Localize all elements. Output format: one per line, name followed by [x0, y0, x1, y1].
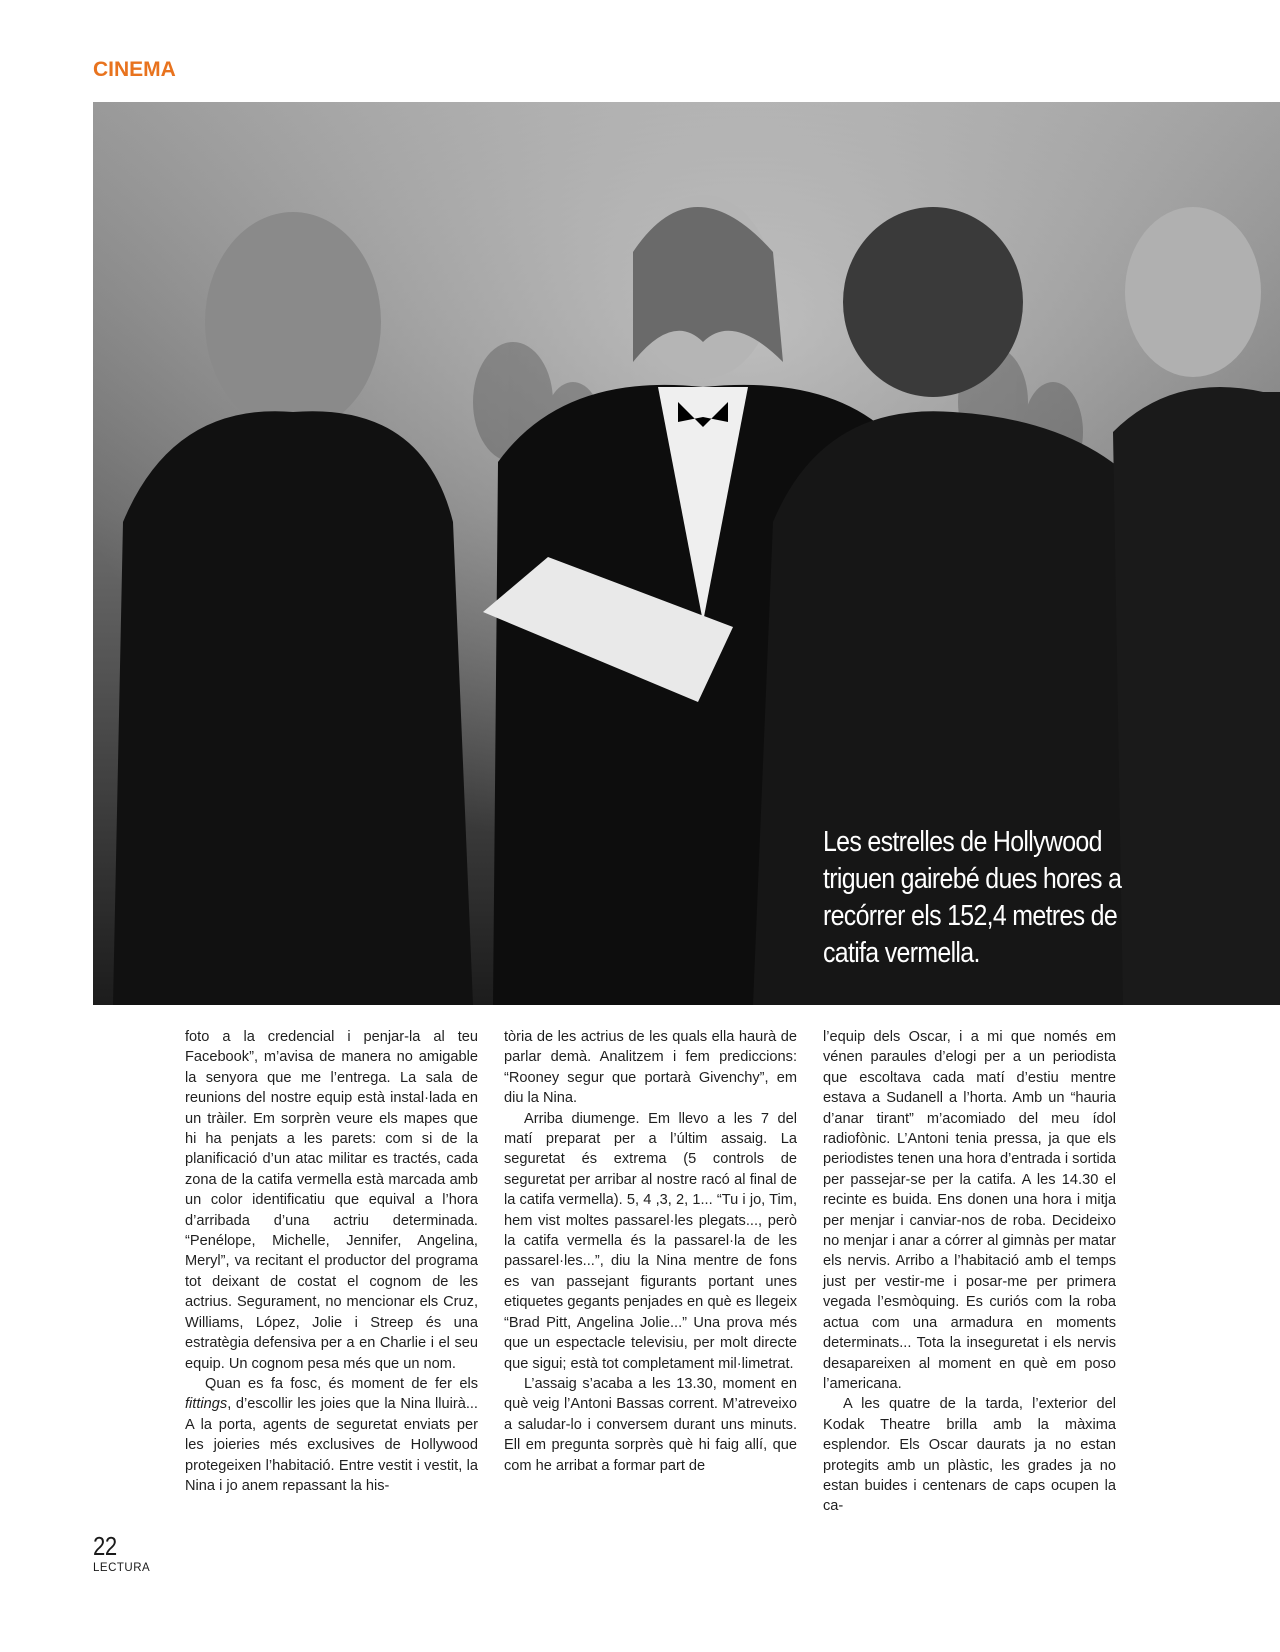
section-label: CINEMA	[93, 58, 176, 81]
paragraph: L’assaig s’acaba a les 13.30, moment en què veig l’Antoni Bassas corrent. M’atreveixo a saludar-lo i conversem durant uns minuts. Ell em pregunta sorprès què hi faig allí, que com he arribat a formar part de	[504, 1375, 797, 1474]
italic-term: fittings	[185, 1396, 228, 1413]
article-column-1	[185, 1027, 478, 1496]
paragraph	[185, 1374, 478, 1496]
paragraph: Arriba diumenge. Em llevo a les 7 del matí preparat per a l’últim assaig. La seguretat és extrema (5 controls de seguretat per arribar al nostre racó al final de la catifa vermella). 5, 4 ,3, 2, 1... “Tu i jo, Tim, hem vist moltes passarel·les plegats..., però la catifa vermella és la passarel·la de les passarel·les...”, diu la Nina mentre de fons es van passejant figurants portant unes etiquetes gegants penjades en què es llegeix “Brad Pitt, Angelina Jolie...” Una prova més que un espectacle televisiu, per molt directe que sigui; està tot completament mil·limetrat.	[504, 1110, 797, 1372]
feature-photo	[93, 102, 1280, 1005]
article-column-2	[504, 1027, 797, 1476]
magazine-name: LECTURA	[93, 1562, 151, 1574]
page-number: 22	[93, 1531, 117, 1561]
paragraph: A les quatre de la tarda, l’exterior del Kodak Theatre brilla amb la màxima esplendor. Els Oscar daurats ja no estan protegits amb un plàstic, les grades ja no estan buides i centenars de caps ocupen la ca-	[823, 1396, 1116, 1515]
text-run: Quan es fa fosc, és moment de fer els	[205, 1375, 478, 1392]
text-run: , d’escollir les joies que la Nina lluirà... A la porta, agents de seguretat enviats per les joieries més exclusives de Hollywood protegeixen l’habitació. Entre vestit i vestit, la Nina i jo anem repassant la his-	[185, 1396, 478, 1494]
page-folio	[93, 1532, 150, 1574]
paragraph: foto a la credencial i penjar-la al teu Facebook”, m’avisa de manera no amigable la senyora que me l’entrega. La sala de reunions del nostre equip està instal·lada en un tràiler. Em sorprèn veure els mapes que hi ha penjats a les parets: com si de la planificació d’un atac militar es tractés, cada zona de la catifa vermella està marcada amb un color identificatiu que equival a l’hora d’arribada d’una actriu determinada. “Penélope, Michelle, Jennifer, Angelina, Meryl”, va recitant el productor del programa tot deixant de costat el cognom de les actrius. Segurament, no mencionar els Cruz, Williams, López, Jolie i Streep és una estratègia defensiva per a en Charlie i el seu equip. Un cognom pesa més que un nom.	[185, 1029, 478, 1372]
paragraph: l’equip dels Oscar, i a mi que només em vénen paraules d’elogi per a un periodista que escoltava cada matí d’estiu mentre estava a Sudanell a l’horta. Amb un “hauria d’anar tirant” m’acomiado del meu ídol radiofònic. L’Antoni tenia pressa, ja que els periodistes tenen una hora d’entrada i sortida per passejar-se per la catifa. A les 14.30 el recinte es buida. Ens donen una hora i mitja per menjar i canviar-nos de roba. Decideixo no menjar i anar a córrer al gimnàs per matar els nervis. Arribo a l’habitació amb el temps just per vestir-me i posar-me per primera vegada l’esmòquing. Es curiós com la roba actua com una armadura en moments determinats... Tota la inseguretat i els nervis desapareixen al moment en què em poso l’americana.	[823, 1029, 1116, 1392]
article-column-3	[823, 1027, 1116, 1517]
photo-caption: Les estrelles de Hollywood triguen gairebé dues hores a recórrer els 152,4 metres de catifa vermella.	[823, 826, 1122, 969]
paragraph: tòria de les actrius de les quals ella haurà de parlar demà. Analitzem i fem prediccions: “Rooney segur que portarà Givenchy”, em diu la Nina.	[504, 1029, 797, 1107]
